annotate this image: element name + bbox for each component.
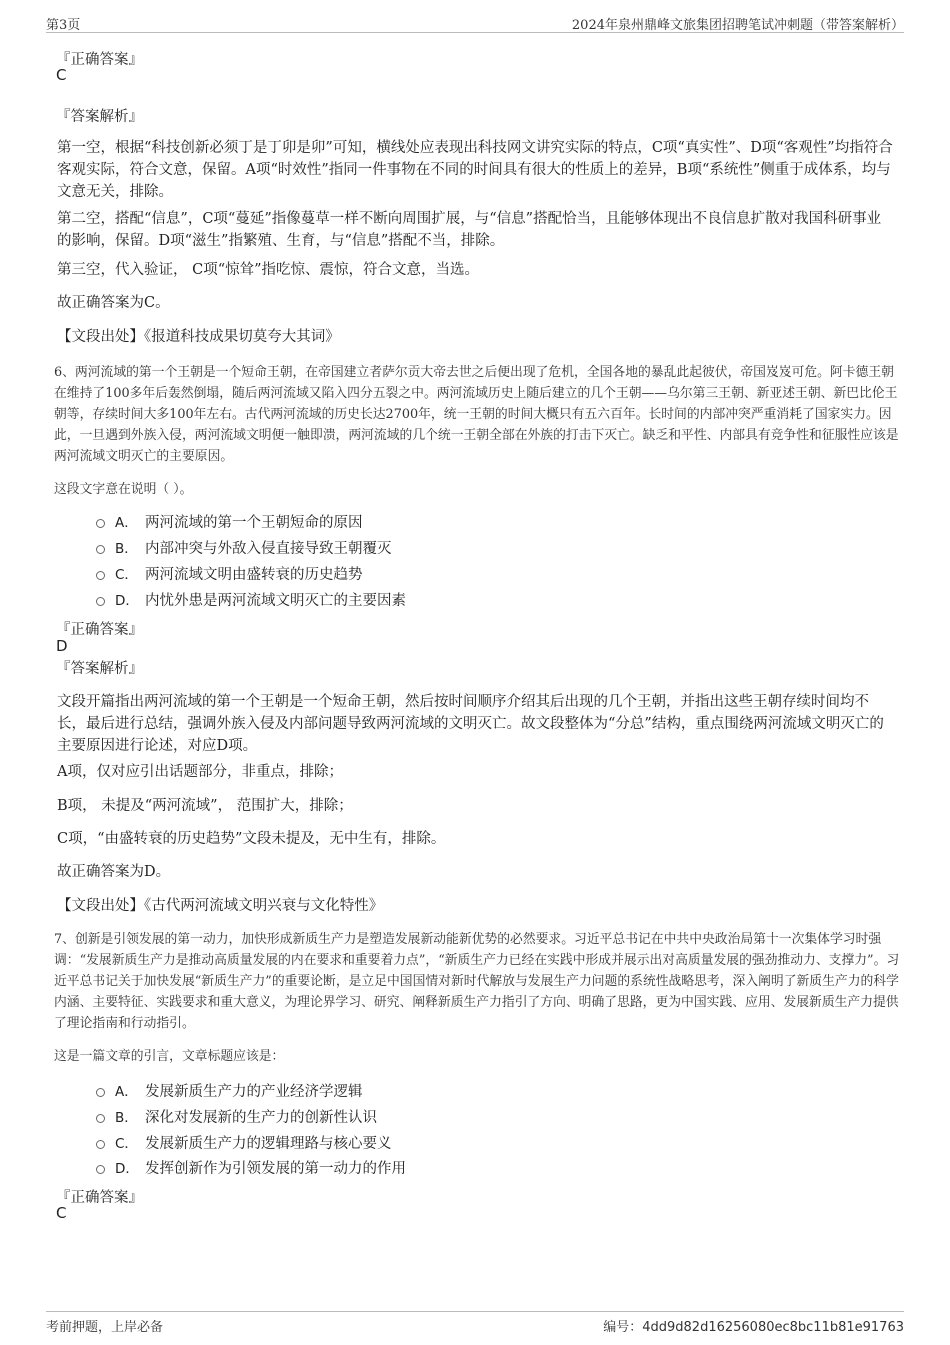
option-letter: A． [115, 1084, 138, 1100]
option-text: 两河流域文明由盛转衰的历史趋势 [145, 566, 363, 583]
q6-analysis-label: 『答案解析』 [56, 661, 143, 677]
q5-analysis-para-3: 第三空，代入验证， C项“惊耸”指吃惊、震惊，符合文意，当选。 [57, 262, 480, 278]
q6-option-a[interactable] [96, 511, 363, 531]
q5-analysis-para-4: 故正确答案为C。 [57, 295, 170, 311]
page-number: 第3页 [46, 18, 81, 33]
q7-answer-label: 『正确答案』 [56, 1190, 143, 1206]
radio-icon[interactable] [96, 1088, 105, 1097]
radio-icon[interactable] [96, 1114, 105, 1123]
q6-prompt: 这段文字意在说明（ ）。 [54, 482, 193, 497]
q7-answer: C [56, 1204, 67, 1222]
q7-option-a[interactable] [96, 1080, 363, 1100]
page-header [46, 12, 904, 33]
q6-option-b[interactable] [96, 537, 392, 557]
option-text: 发展新质生产力的逻辑理路与核心要义 [145, 1135, 392, 1152]
document-code [603, 1316, 904, 1335]
option-letter: C． [115, 1136, 138, 1152]
radio-icon[interactable] [96, 597, 105, 606]
q5-analysis-para-2: 第二空，搭配“信息”，C项“蔓延”指像蔓草一样不断向周围扩展，与“信息”搭配恰当，且能够体现出不良信息扩散对我国科研事业的影响，保留。D项“滋生”指繁殖、生育，与“信息”搭配不当，排除。 [57, 211, 882, 249]
radio-icon[interactable] [96, 545, 105, 554]
q6-option-c[interactable] [96, 563, 363, 583]
radio-icon[interactable] [96, 1165, 105, 1174]
q6-stem: 6、两河流域的第一个王朝是一个短命王朝，在帝国建立者萨尔贡大帝去世之后便出现了危机，全国各地的暴乱此起彼伏，帝国岌岌可危。阿卡德王朝在维持了100多年后轰然倒塌，随后两河流域又陷入四分五裂之中。两河流域历史上随后建立的几个王朝——乌尔第三王朝、新亚述王朝、新巴比伦王朝等，存续时间大多100年左右。古代两河流域的历史长达2700年，统一王朝的时间大概只有五六百年。长时间的内部冲突严重消耗了国家实力。因此，一旦遇到外族入侵，两河流域文明便一触即溃，两河流域的几个统一王朝全部在外族的打击下灭亡。缺乏和平性、内部具有竞争性和征服性应该是两河流域文明灭亡的主要原因。 [54, 365, 899, 464]
page-footer [46, 1311, 904, 1336]
q6-answer-label: 『正确答案』 [56, 622, 143, 638]
q7-option-b[interactable] [96, 1106, 377, 1126]
footer-slogan: 考前押题，上岸必备 [46, 1320, 164, 1335]
option-text: 发挥创新作为引领发展的第一动力的作用 [145, 1160, 406, 1177]
q6-analysis-para-5: 故正确答案为D。 [57, 864, 171, 880]
q5-analysis-para-1: 第一空，根据“科技创新必须丁是丁卯是卯”可知，横线处应表现出科技网文讲究实际的特点，C项“真实性”、D项“客观性”均指符合客观实际，符合文意，保留。A项“时效性”指同一件事物在不同的时间具有很大的性质上的差异，B项“系统性”侧重于成体系，均与文意无关，排除。 [57, 140, 893, 200]
code-label: 编号： [603, 1320, 643, 1335]
option-letter: D． [115, 1161, 139, 1177]
radio-icon[interactable] [96, 1140, 105, 1149]
option-text: 内部冲突与外敌入侵直接导致王朝覆灭 [145, 540, 392, 557]
q7-option-d[interactable] [96, 1157, 406, 1177]
q6-source: 【文段出处】《古代两河流域文明兴衰与文化特性》 [57, 898, 384, 914]
q7-prompt: 这是一篇文章的引言，文章标题应该是： [54, 1049, 285, 1064]
q6-answer: D [56, 637, 68, 655]
q6-analysis-para-4: C项，“由盛转衰的历史趋势”文段未提及，无中生有，排除。 [57, 831, 446, 847]
option-text: 深化对发展新的生产力的创新性认识 [145, 1109, 377, 1126]
option-letter: B． [115, 1110, 138, 1126]
q7-stem: 7、创新是引领发展的第一动力，加快形成新质生产力是塑造发展新动能新优势的必然要求。习近平总书记在中共中央政治局第十一次集体学习时强调：“发展新质生产力是推动高质量发展的内在要求和重要着力点”，“新质生产力已经在实践中形成并展示出对高质量发展的强劲推动力、支撑力”。习近平总书记关于加快发展“新质生产力”的重要论断，是立足中国国情对新时代解放与发展生产力问题的系统性战略思考，深入阐明了新质生产力的科学内涵、主要特征、实践要求和重大意义，为理论界学习、研究、阐释新质生产力指引了方向、明确了思路，更为中国实践、应用、发展新质生产力提供了理论指南和行动指引。 [54, 932, 900, 1031]
option-text: 两河流域的第一个王朝短命的原因 [145, 514, 363, 531]
document-title: 2024年泉州鼎峰文旅集团招聘笔试冲刺题（带答案解析） [571, 18, 904, 33]
option-letter: A． [115, 515, 138, 531]
q5-answer-label: 『正确答案』 [56, 52, 143, 68]
q5-analysis-label: 『答案解析』 [56, 109, 143, 125]
option-text: 内忧外患是两河流域文明灭亡的主要因素 [145, 592, 406, 609]
option-letter: B． [115, 541, 138, 557]
q6-analysis-para-3: B项， 未提及“两河流域”， 范围扩大，排除； [57, 798, 353, 814]
radio-icon[interactable] [96, 519, 105, 528]
option-letter: C． [115, 567, 138, 583]
q6-analysis-para-1: 文段开篇指出两河流域的第一个王朝是一个短命王朝，然后按时间顺序介绍其后出现的几个王朝，并指出这些王朝存续时间均不长，最后进行总结，强调外族入侵及内部问题导致两河流域的文明灭亡。故文段整体为“分总”结构，重点围绕两河流域文明灭亡的主要原因进行论述，对应D项。 [57, 694, 884, 754]
code-value: 4dd9d82d16256080ec8bc11b81e91763 [642, 1320, 904, 1335]
radio-icon[interactable] [96, 571, 105, 580]
q5-answer: C [56, 66, 67, 84]
q7-option-c[interactable] [96, 1132, 392, 1152]
option-letter: D． [115, 593, 139, 609]
q5-source: 【文段出处】《报道科技成果切莫夸大其词》 [57, 329, 340, 345]
q6-option-d[interactable] [96, 589, 406, 609]
q6-analysis-para-2: A项，仅对应引出话题部分，非重点，排除； [57, 764, 343, 780]
option-text: 发展新质生产力的产业经济学逻辑 [145, 1083, 363, 1100]
